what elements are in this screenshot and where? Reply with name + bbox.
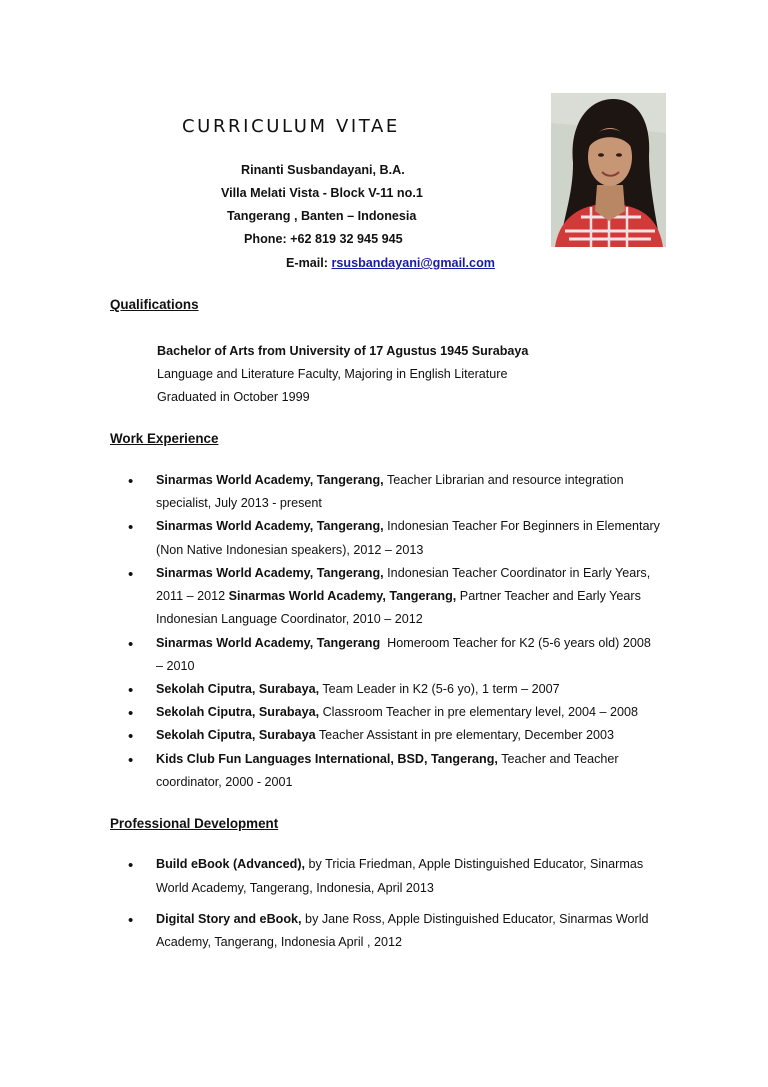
bullet-icon: • (128, 473, 134, 490)
work-item-line: (Non Native Indonesian speakers), 2012 – 2013 (156, 543, 424, 557)
work-item-line: Sekolah Ciputra, Surabaya Teacher Assistant in pre elementary, December 2003 (156, 728, 615, 742)
email-label: E-mail: (286, 256, 328, 270)
bullet-icon: • (128, 636, 134, 653)
email-row (286, 256, 495, 270)
phone-number: Phone: +62 819 32 945 945 (244, 232, 403, 246)
work-item-line: Sinarmas World Academy, Tangerang, Indonesian Teacher For Beginners in Elementary (156, 519, 660, 533)
qualification-faculty: Language and Literature Faculty, Majoring in English Literature (157, 367, 508, 381)
work-item-line: Sinarmas World Academy, Tangerang, Teacher Librarian and resource integration (156, 473, 624, 487)
qualifications-heading: Qualifications (110, 297, 199, 312)
work-item-line: – 2010 (156, 659, 195, 673)
address-line-1: Villa Melati Vista - Block V-11 no.1 (221, 186, 423, 200)
qualification-degree: Bachelor of Arts from University of 17 Agustus 1945 Surabaya (157, 344, 529, 358)
address-line-2: Tangerang , Banten – Indonesia (227, 209, 417, 223)
document-title: CURRICULUM VITAE (182, 116, 400, 137)
work-item-line: Sinarmas World Academy, Tangerang, Indonesian Teacher Coordinator in Early Years, (156, 566, 651, 580)
work-item-line: coordinator, 2000 - 2001 (156, 775, 293, 789)
candidate-name: Rinanti Susbandayani, B.A. (241, 163, 405, 177)
pd-item-line: World Academy, Tangerang, Indonesia, April 2013 (156, 881, 434, 895)
profile-photo (551, 93, 666, 247)
bullet-icon: • (128, 857, 134, 874)
bullet-icon: • (128, 912, 134, 929)
bullet-icon: • (128, 705, 134, 722)
qualification-graduation: Graduated in October 1999 (157, 390, 310, 404)
professional-development-heading: Professional Development (110, 816, 279, 831)
email-link[interactable]: rsusbandayani@gmail.com (331, 256, 495, 270)
work-item-line: specialist, July 2013 - present (156, 496, 322, 510)
work-experience-heading: Work Experience (110, 431, 219, 446)
work-item-line: Sekolah Ciputra, Surabaya, Classroom Teacher in pre elementary level, 2004 – 2008 (156, 705, 639, 719)
bullet-icon: • (128, 566, 134, 583)
bullet-icon: • (128, 519, 134, 536)
pd-item-line: Digital Story and eBook, by Jane Ross, Apple Distinguished Educator, Sinarmas World (156, 912, 649, 926)
work-item-line: Sekolah Ciputra, Surabaya, Team Leader in K2 (5-6 yo), 1 term – 2007 (156, 682, 560, 696)
work-item-line: Sinarmas World Academy, Tangerang Homeroom Teacher for K2 (5-6 years old) 2008 (156, 636, 651, 650)
bullet-icon: • (128, 752, 134, 769)
pd-item-line: Build eBook (Advanced), by Tricia Friedman, Apple Distinguished Educator, Sinarmas (156, 857, 644, 871)
bullet-icon: • (128, 682, 134, 699)
work-item-line: Kids Club Fun Languages International, BSD, Tangerang, Teacher and Teacher (156, 752, 619, 766)
work-item-line: Indonesian Language Coordinator, 2010 – 2012 (156, 612, 423, 626)
bullet-icon: • (128, 728, 134, 745)
pd-item-line: Academy, Tangerang, Indonesia April , 2012 (156, 935, 402, 949)
work-item-line: 2011 – 2012 Sinarmas World Academy, Tangerang, Partner Teacher and Early Years (156, 589, 641, 603)
